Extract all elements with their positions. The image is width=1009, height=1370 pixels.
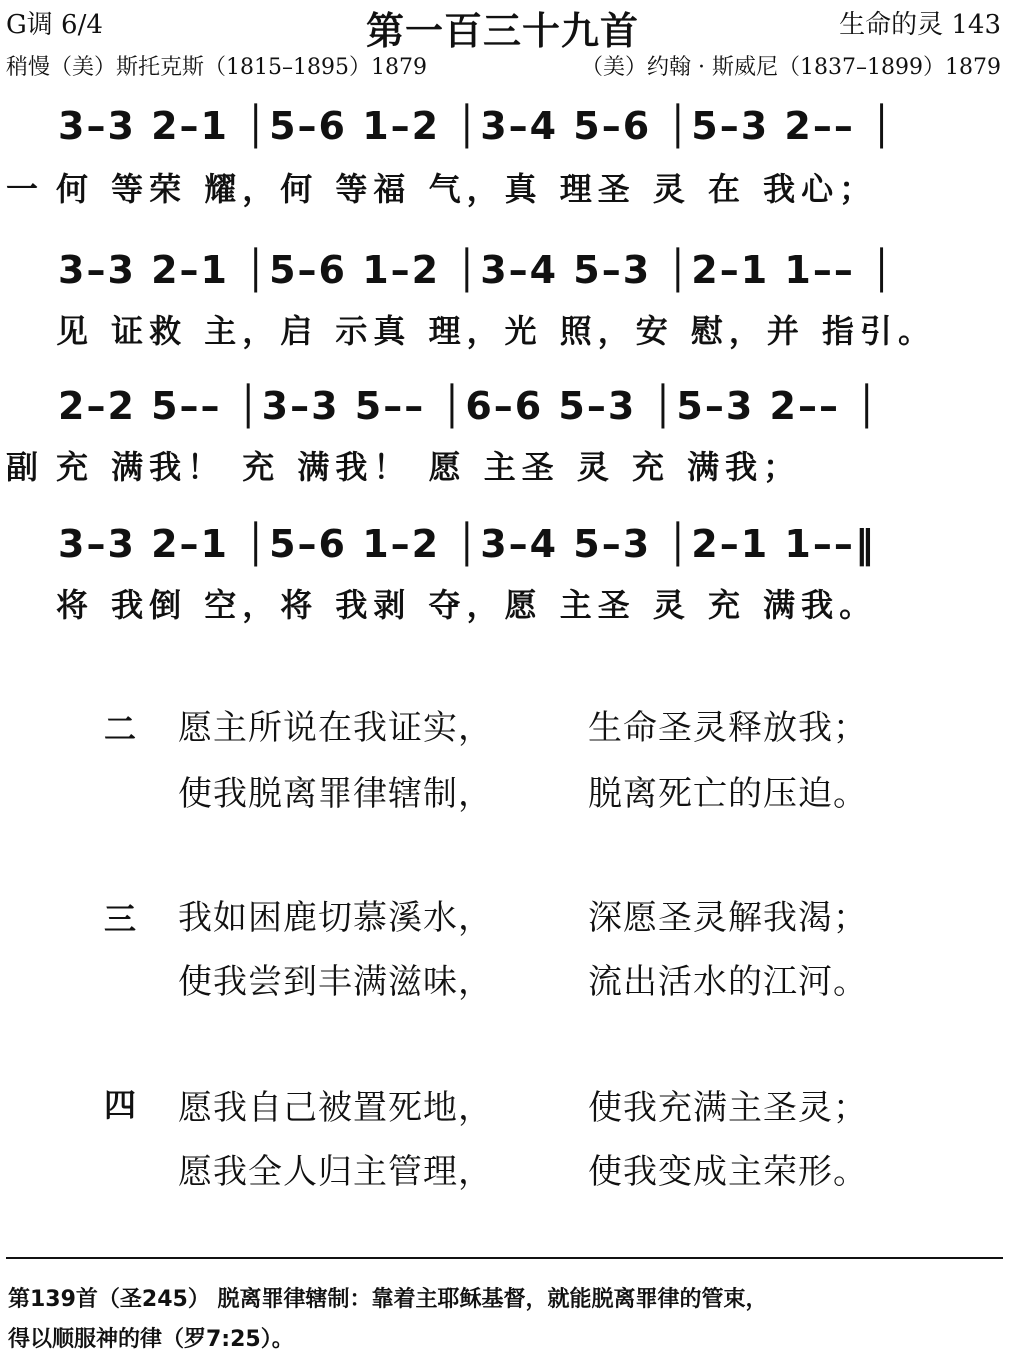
hymn-title: 第一百三十九首	[366, 9, 640, 53]
verse-label-3: 三	[104, 900, 137, 938]
notation-line-4: 3–3 2–1 │5–6 1–2 │3–4 5–3 │2–1 1––‖	[58, 522, 876, 566]
author: （美）约翰 · 斯威尼（1837–1899）1879	[581, 55, 1001, 80]
verse-4-line-2-a: 愿我全人归主管理，	[178, 1152, 493, 1192]
tempo-composer: 稍慢（美）斯托克斯（1815–1895）1879	[6, 55, 427, 80]
footnote-divider	[6, 1257, 1003, 1259]
notation-line-1: 3–3 2–1 │5–6 1–2 │3–4 5–6 │5–3 2–– │	[58, 104, 895, 148]
verse-3-line-2-b: 流出活水的江河。	[588, 962, 868, 1002]
verse-3-line-1-a: 我如困鹿切慕溪水，	[178, 898, 493, 938]
verse-3-line-2-a: 使我尝到丰满滋味，	[178, 962, 493, 1002]
verse-3-line-1-b: 深愿圣灵解我渴；	[588, 898, 868, 938]
verse-2-line-2-a: 使我脱离罪律辖制，	[178, 774, 493, 814]
verse-2-line-2-b: 脱离死亡的压迫。	[588, 774, 868, 814]
verse-4-line-2-b: 使我变成主荣形。	[588, 1152, 868, 1192]
notation-line-3: 2–2 5–– │3–3 5–– │6–6 5–3 │5–3 2–– │	[58, 384, 881, 428]
lyrics-line-2: 见 证救 主，启 示真 理，光 照，安 慰，并 指引。	[56, 312, 936, 350]
notation-line-2: 3–3 2–1 │5–6 1–2 │3–4 5–3 │2–1 1–– │	[58, 248, 895, 292]
footnote-line-1: 第139首（圣245） 脱离罪律辖制：靠着主耶稣基督，就能脱离罪律的管束，	[8, 1287, 768, 1312]
footnote-line-2: 得以顺服神的律（罗7:25）。	[8, 1327, 294, 1352]
topic-number: 生命的灵 143	[839, 10, 1001, 40]
key-meter: G调 6/4	[6, 10, 103, 40]
verse-2-line-1-a: 愿主所说在我证实，	[178, 708, 493, 748]
verse-4-line-1-b: 使我充满主圣灵；	[588, 1088, 868, 1128]
verse-2-line-1-b: 生命圣灵释放我；	[588, 708, 868, 748]
lyrics-line-4: 将 我倒 空，将 我剥 夺，愿 主圣 灵 充 满我。	[56, 586, 878, 624]
verse-label-4: 四	[104, 1086, 137, 1124]
stanza-label-1: 一	[6, 170, 39, 208]
lyrics-line-3: 充 满我！ 充 满我！ 愿 主圣 灵 充 满我；	[56, 448, 802, 486]
lyrics-line-1: 何 等荣 耀，何 等福 气，真 理圣 灵 在 我心；	[56, 170, 878, 208]
verse-label-2: 二	[104, 710, 137, 748]
chorus-label: 副	[6, 448, 39, 486]
verse-4-line-1-a: 愿我自己被置死地，	[178, 1088, 493, 1128]
